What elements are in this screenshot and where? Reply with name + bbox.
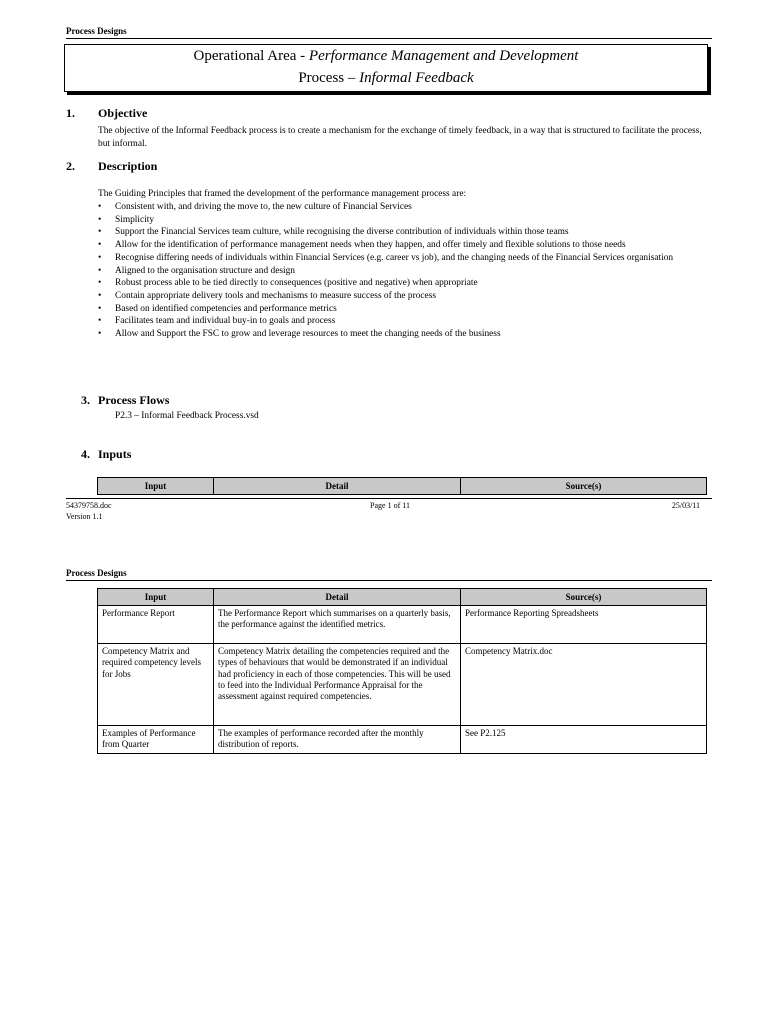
section-process-flows-number: 3.	[81, 393, 90, 407]
list-item: • Simplicity	[98, 214, 698, 227]
column-header-detail: Detail	[214, 478, 461, 495]
inputs-table-header	[97, 477, 707, 495]
section-process-flows-title: Process Flows	[98, 393, 170, 407]
footer-doc-name: 54379758.doc	[66, 501, 112, 510]
section-objective-number: 1.	[66, 106, 75, 120]
section-objective-title: Objective	[98, 106, 148, 120]
section-inputs-number: 4.	[81, 447, 90, 461]
list-item: • Facilitates team and individual buy-in to goals and process	[98, 315, 698, 328]
cell-detail: The Performance Report which summarises on a quarterly basis, the performance against the identified metrics.	[214, 606, 461, 644]
list-item: • Robust process able to be tied directly to consequences (positive and negative) when appropriate	[98, 277, 698, 290]
cell-input: Examples of Performance from Quarter	[98, 726, 214, 754]
inputs-table	[97, 588, 707, 754]
column-header-detail: Detail	[214, 589, 461, 606]
column-header-input: Input	[98, 478, 214, 495]
page-header: Process Designs	[66, 26, 127, 36]
process-flow-file: P2.3 – Informal Feedback Process.vsd	[115, 411, 259, 421]
cell-source: See P2.125	[461, 726, 707, 754]
list-item: • Allow and Support the FSC to grow and leverage resources to meet the changing needs of the business	[98, 328, 698, 341]
list-item: • Contain appropriate delivery tools and mechanisms to measure success of the process	[98, 290, 698, 303]
title-line-2	[65, 67, 707, 89]
list-item: • Recognise differing needs of individuals within Financial Services (e.g. career vs job), and the changing needs of the Financial Services organisation	[98, 252, 698, 265]
list-item: • Based on identified competencies and performance metrics	[98, 303, 698, 316]
table-row	[98, 644, 707, 726]
title-area-name: Performance Management and Development	[308, 48, 579, 64]
title-process-name: Informal Feedback	[359, 70, 474, 86]
list-item: • Aligned to the organisation structure and design	[98, 265, 698, 278]
list-item: • Support the Financial Services team culture, while recognising the diverse contribution of individuals within those teams	[98, 226, 698, 239]
list-item: • Consistent with, and driving the move to, the new culture of Financial Services	[98, 201, 698, 214]
guiding-principles-list	[98, 201, 698, 341]
table-header-row	[98, 589, 707, 606]
cell-input: Competency Matrix and required competency levels for Jobs	[98, 644, 214, 726]
footer-rule	[66, 498, 712, 499]
cell-detail: The examples of performance recorded after the monthly distribution of reports.	[214, 726, 461, 754]
description-intro: The Guiding Principles that framed the development of the performance management process are:	[98, 189, 467, 199]
section-description-number: 2.	[66, 159, 75, 173]
title-box	[64, 44, 708, 92]
list-item: • Allow for the identification of performance management needs when they happen, and offer timely and flexible solutions to those needs	[98, 239, 698, 252]
header-rule	[66, 38, 712, 39]
section-description-title: Description	[98, 159, 158, 173]
objective-text: The objective of the Informal Feedback process is to create a mechanism for the exchange of timely feedback, in a way that is structured to facilitate the process, but informal.	[98, 126, 702, 149]
cell-input: Performance Report	[98, 606, 214, 644]
cell-source: Competency Matrix.doc	[461, 644, 707, 726]
column-header-input: Input	[98, 589, 214, 606]
footer-date: 25/03/11	[671, 501, 700, 510]
title-area-prefix: Operational Area -	[193, 48, 309, 64]
page-header: Process Designs	[66, 568, 127, 578]
header-rule	[66, 580, 712, 581]
title-line-1	[65, 45, 707, 67]
footer-version: Version 1.1	[66, 512, 103, 521]
title-process-prefix: Process –	[298, 70, 360, 86]
cell-detail: Competency Matrix detailing the competencies required and the types of behaviours that would be demonstrated if an individual had proficiency in each of those competencies. This will be used to feed into the Individual Performance Appraisal for the assessment against required competencies.	[214, 644, 461, 726]
column-header-sources: Source(s)	[461, 478, 707, 495]
cell-source: Performance Reporting Spreadsheets	[461, 606, 707, 644]
footer-page-number: Page 1 of 11	[370, 501, 410, 510]
section-inputs-title: Inputs	[98, 447, 132, 461]
table-header-row	[98, 478, 707, 495]
column-header-sources: Source(s)	[461, 589, 707, 606]
table-row	[98, 726, 707, 754]
table-row	[98, 606, 707, 644]
